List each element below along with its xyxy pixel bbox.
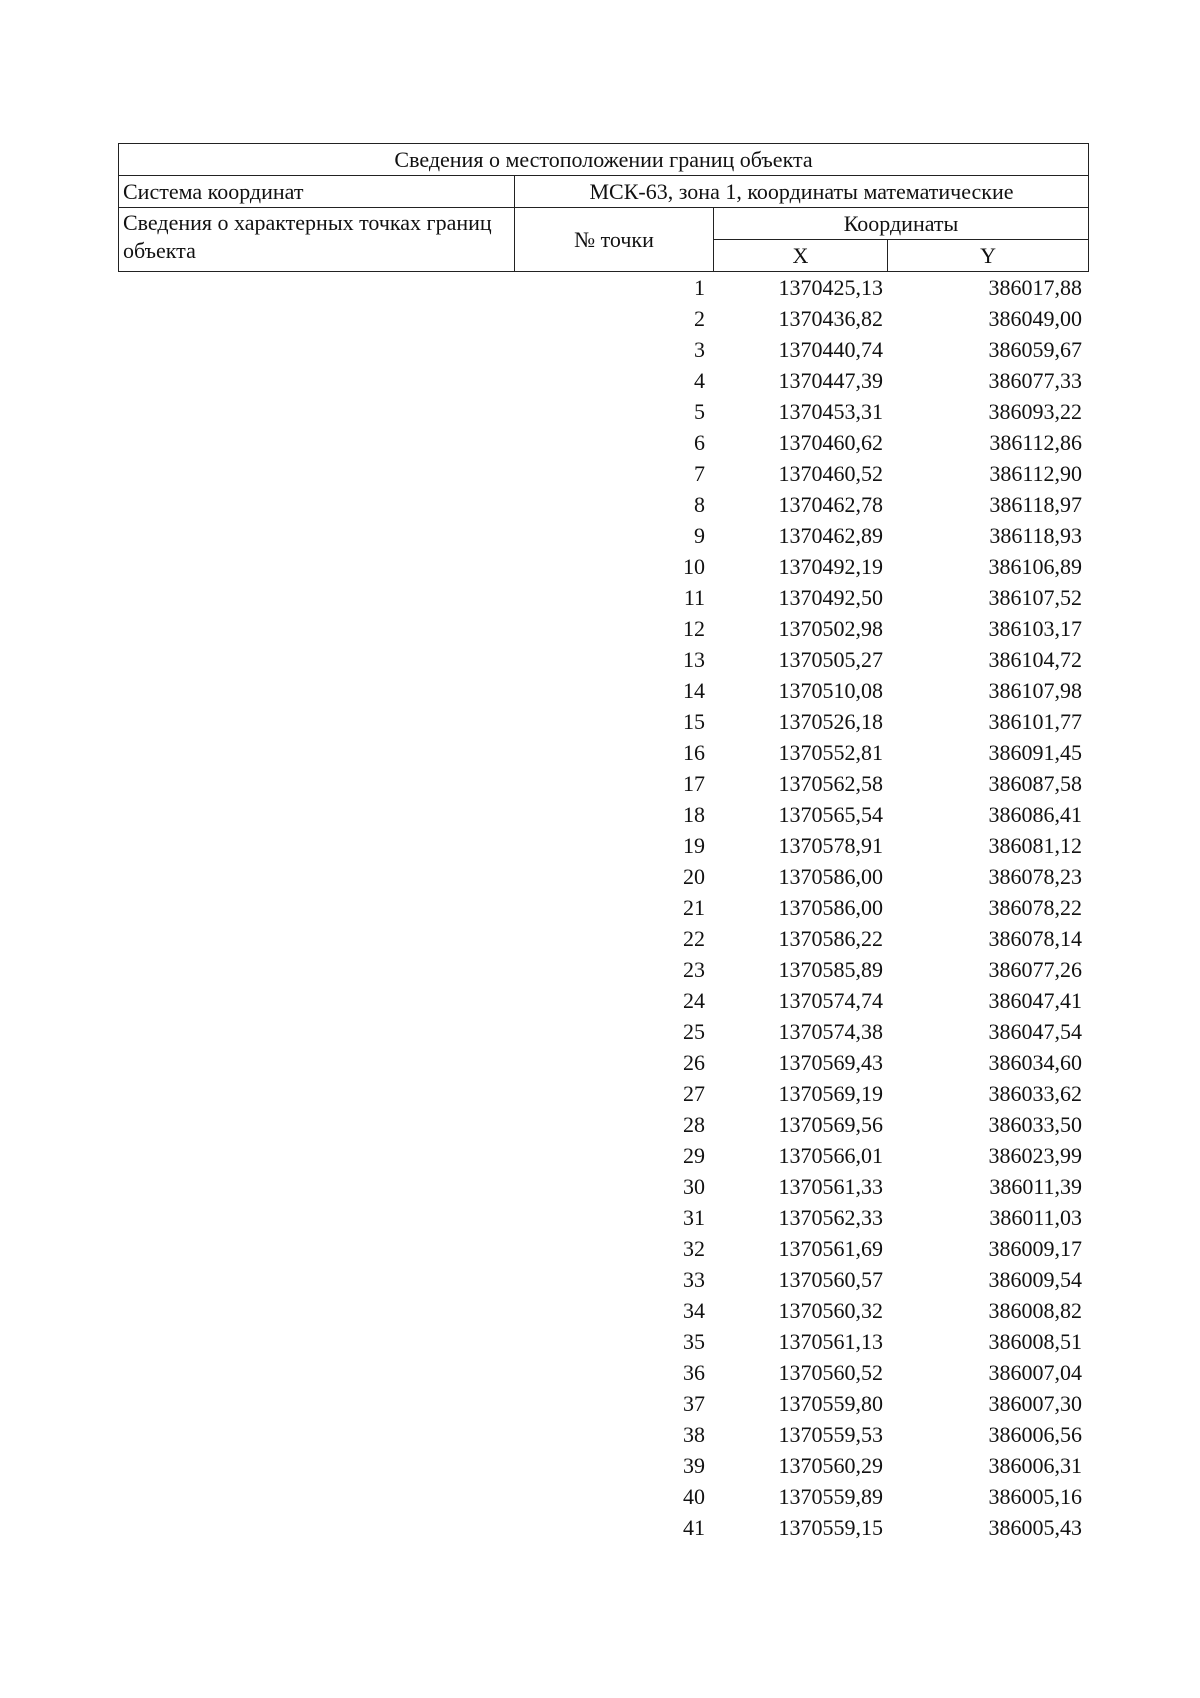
point-number: 7 [694, 461, 705, 486]
point-x: 1370505,27 [778, 647, 883, 672]
empty-cell [118, 1233, 514, 1264]
point-number: 28 [683, 1112, 705, 1137]
point-x: 1370440,74 [778, 337, 883, 362]
point-x: 1370492,19 [778, 554, 883, 579]
empty-cell [118, 1047, 514, 1078]
point-number: 20 [683, 864, 705, 889]
table-row [118, 1295, 1088, 1326]
point-number: 26 [683, 1050, 705, 1075]
point-number: 34 [683, 1298, 705, 1323]
point-x: 1370460,62 [778, 430, 883, 455]
point-y: 386034,60 [988, 1050, 1082, 1075]
points-table [118, 272, 1088, 1543]
point-x: 1370569,56 [778, 1112, 883, 1137]
point-y: 386107,52 [988, 585, 1082, 610]
table-row [118, 1388, 1088, 1419]
point-y: 386049,00 [988, 306, 1082, 331]
empty-cell [118, 1450, 514, 1481]
table-row [118, 1450, 1088, 1481]
point-x: 1370560,29 [778, 1453, 883, 1478]
point-x: 1370447,39 [778, 368, 883, 393]
point-x: 1370561,33 [778, 1174, 883, 1199]
point-y: 386091,45 [988, 740, 1082, 765]
point-number: 30 [683, 1174, 705, 1199]
table-row [118, 985, 1088, 1016]
empty-cell [118, 1078, 514, 1109]
point-number: 1 [694, 275, 705, 300]
table-row [118, 1171, 1088, 1202]
table-row [118, 427, 1088, 458]
point-number: 11 [683, 585, 705, 610]
empty-cell [118, 303, 514, 334]
point-y: 386078,14 [988, 926, 1082, 951]
point-number: 4 [694, 368, 705, 393]
empty-cell [118, 272, 514, 303]
point-number: 24 [683, 988, 705, 1013]
point-x: 1370586,00 [778, 864, 883, 889]
point-number: 13 [683, 647, 705, 672]
point-y: 386112,90 [989, 461, 1082, 486]
point-y: 386112,86 [989, 430, 1082, 455]
table-row [118, 1016, 1088, 1047]
point-x: 1370560,57 [778, 1267, 883, 1292]
point-x: 1370586,00 [778, 895, 883, 920]
empty-cell [118, 1140, 514, 1171]
table-row [118, 613, 1088, 644]
point-y: 386009,17 [988, 1236, 1082, 1261]
point-number: 31 [683, 1205, 705, 1230]
point-x: 1370460,52 [778, 461, 883, 486]
point-number: 27 [683, 1081, 705, 1106]
table-row [118, 489, 1088, 520]
table-row [118, 1357, 1088, 1388]
point-y: 386033,50 [988, 1112, 1082, 1137]
point-y: 386008,82 [988, 1298, 1082, 1323]
point-x: 1370559,15 [778, 1515, 883, 1540]
point-number: 14 [683, 678, 705, 703]
point-number: 39 [683, 1453, 705, 1478]
point-y: 386106,89 [988, 554, 1082, 579]
empty-cell [118, 861, 514, 892]
point-x: 1370569,43 [778, 1050, 883, 1075]
point-y: 386087,58 [988, 771, 1082, 796]
empty-cell [118, 551, 514, 582]
point-number: 35 [683, 1329, 705, 1354]
point-x: 1370574,74 [778, 988, 883, 1013]
point-x: 1370510,08 [778, 678, 883, 703]
point-number: 38 [683, 1422, 705, 1447]
empty-cell [118, 768, 514, 799]
point-x: 1370578,91 [778, 833, 883, 858]
point-y: 386078,23 [988, 864, 1082, 889]
point-number: 8 [694, 492, 705, 517]
table-row [118, 1202, 1088, 1233]
point-number: 21 [683, 895, 705, 920]
point-y: 386104,72 [988, 647, 1082, 672]
table-row [118, 1047, 1088, 1078]
point-number: 41 [683, 1515, 705, 1540]
table-row [118, 768, 1088, 799]
empty-cell [118, 644, 514, 675]
point-number: 15 [683, 709, 705, 734]
table-row [118, 737, 1088, 768]
table-row [118, 923, 1088, 954]
point-number: 33 [683, 1267, 705, 1292]
point-number: 18 [683, 802, 705, 827]
point-x: 1370562,33 [778, 1205, 883, 1230]
point-number: 19 [683, 833, 705, 858]
empty-cell [118, 1171, 514, 1202]
empty-cell [118, 1326, 514, 1357]
table-row [118, 1264, 1088, 1295]
point-x: 1370436,82 [778, 306, 883, 331]
point-y: 386047,41 [988, 988, 1082, 1013]
empty-cell [118, 675, 514, 706]
empty-cell [118, 1357, 514, 1388]
point-y: 386047,54 [988, 1019, 1082, 1044]
empty-cell [118, 458, 514, 489]
empty-cell [118, 799, 514, 830]
point-x: 1370453,31 [778, 399, 883, 424]
point-x: 1370526,18 [778, 709, 883, 734]
point-y: 386011,39 [989, 1174, 1082, 1199]
point-y: 386077,26 [988, 957, 1082, 982]
point-number: 2 [694, 306, 705, 331]
empty-cell [118, 427, 514, 458]
point-y: 386008,51 [988, 1329, 1082, 1354]
point-y: 386009,54 [988, 1267, 1082, 1292]
point-y: 386007,30 [988, 1391, 1082, 1416]
table-row [118, 551, 1088, 582]
point-y: 386007,04 [988, 1360, 1082, 1385]
x-column-header: X [714, 240, 888, 272]
empty-cell [118, 923, 514, 954]
coord-system-value: МСК-63, зона 1, координаты математические [515, 176, 1089, 208]
point-x: 1370425,13 [778, 275, 883, 300]
points-info-label: Сведения о характерных точках границ объекта [119, 208, 515, 272]
point-y: 386017,88 [988, 275, 1082, 300]
point-y: 386118,97 [989, 492, 1082, 517]
point-y: 386023,99 [988, 1143, 1082, 1168]
point-number: 25 [683, 1019, 705, 1044]
point-y: 386103,17 [988, 616, 1082, 641]
point-x: 1370561,13 [778, 1329, 883, 1354]
empty-cell [118, 1202, 514, 1233]
empty-cell [118, 1264, 514, 1295]
table-row [118, 706, 1088, 737]
coord-system-label: Система координат [119, 176, 515, 208]
point-y: 386077,33 [988, 368, 1082, 393]
point-number-header: № точки [515, 208, 714, 272]
table-row [118, 675, 1088, 706]
point-y: 386093,22 [988, 399, 1082, 424]
point-x: 1370560,52 [778, 1360, 883, 1385]
table-row [118, 334, 1088, 365]
empty-cell [118, 954, 514, 985]
table-row [118, 1078, 1088, 1109]
point-y: 386081,12 [988, 833, 1082, 858]
point-y: 386078,22 [988, 895, 1082, 920]
point-x: 1370562,58 [778, 771, 883, 796]
point-number: 3 [694, 337, 705, 362]
table-row [118, 365, 1088, 396]
table-row [118, 520, 1088, 551]
table-row [118, 1512, 1088, 1543]
empty-cell [118, 985, 514, 1016]
table-row [118, 1109, 1088, 1140]
point-number: 36 [683, 1360, 705, 1385]
point-number: 6 [694, 430, 705, 455]
point-x: 1370561,69 [778, 1236, 883, 1261]
point-y: 386006,31 [988, 1453, 1082, 1478]
table-row [118, 396, 1088, 427]
point-y: 386101,77 [988, 709, 1082, 734]
point-y: 386006,56 [988, 1422, 1082, 1447]
point-y: 386005,43 [988, 1515, 1082, 1540]
table-row [118, 1326, 1088, 1357]
point-x: 1370565,54 [778, 802, 883, 827]
point-number: 10 [683, 554, 705, 579]
point-y: 386107,98 [988, 678, 1082, 703]
point-x: 1370559,89 [778, 1484, 883, 1509]
point-number: 17 [683, 771, 705, 796]
empty-cell [118, 1481, 514, 1512]
point-y: 386011,03 [989, 1205, 1082, 1230]
empty-cell [118, 1016, 514, 1047]
point-y: 386005,16 [988, 1484, 1082, 1509]
point-x: 1370492,50 [778, 585, 883, 610]
coordinates-header: Координаты [714, 208, 1089, 240]
point-x: 1370559,53 [778, 1422, 883, 1447]
table-row [118, 799, 1088, 830]
table-row [118, 892, 1088, 923]
empty-cell [118, 1419, 514, 1450]
point-x: 1370586,22 [778, 926, 883, 951]
point-y: 386086,41 [988, 802, 1082, 827]
empty-cell [118, 582, 514, 613]
point-number: 9 [694, 523, 705, 548]
point-x: 1370559,80 [778, 1391, 883, 1416]
point-y: 386118,93 [989, 523, 1082, 548]
empty-cell [118, 1512, 514, 1543]
empty-cell [118, 520, 514, 551]
table-row [118, 954, 1088, 985]
point-number: 16 [683, 740, 705, 765]
empty-cell [118, 489, 514, 520]
point-number: 22 [683, 926, 705, 951]
point-number: 32 [683, 1236, 705, 1261]
empty-cell [118, 334, 514, 365]
table-row [118, 861, 1088, 892]
point-x: 1370462,78 [778, 492, 883, 517]
empty-cell [118, 892, 514, 923]
point-x: 1370462,89 [778, 523, 883, 548]
empty-cell [118, 1295, 514, 1326]
point-number: 12 [683, 616, 705, 641]
table-row [118, 582, 1088, 613]
table-row [118, 1140, 1088, 1171]
point-x: 1370574,38 [778, 1019, 883, 1044]
point-number: 37 [683, 1391, 705, 1416]
coordinates-sheet [118, 143, 1088, 1543]
point-number: 29 [683, 1143, 705, 1168]
empty-cell [118, 365, 514, 396]
empty-cell [118, 737, 514, 768]
point-y: 386059,67 [988, 337, 1082, 362]
table-row [118, 830, 1088, 861]
table-row [118, 272, 1088, 303]
table-title: Сведения о местоположении границ объекта [119, 144, 1089, 176]
empty-cell [118, 830, 514, 861]
table-row [118, 1419, 1088, 1450]
point-x: 1370502,98 [778, 616, 883, 641]
table-row [118, 303, 1088, 334]
point-x: 1370585,89 [778, 957, 883, 982]
point-number: 40 [683, 1484, 705, 1509]
empty-cell [118, 1388, 514, 1419]
point-x: 1370552,81 [778, 740, 883, 765]
y-column-header: Y [888, 240, 1089, 272]
empty-cell [118, 396, 514, 427]
point-x: 1370569,19 [778, 1081, 883, 1106]
point-x: 1370566,01 [778, 1143, 883, 1168]
table-row [118, 458, 1088, 489]
table-row [118, 1233, 1088, 1264]
header-table [118, 143, 1089, 272]
empty-cell [118, 613, 514, 644]
point-x: 1370560,32 [778, 1298, 883, 1323]
table-row [118, 1481, 1088, 1512]
point-number: 5 [694, 399, 705, 424]
empty-cell [118, 706, 514, 737]
empty-cell [118, 1109, 514, 1140]
table-row [118, 644, 1088, 675]
points-body [118, 272, 1088, 1543]
point-y: 386033,62 [988, 1081, 1082, 1106]
point-number: 23 [683, 957, 705, 982]
